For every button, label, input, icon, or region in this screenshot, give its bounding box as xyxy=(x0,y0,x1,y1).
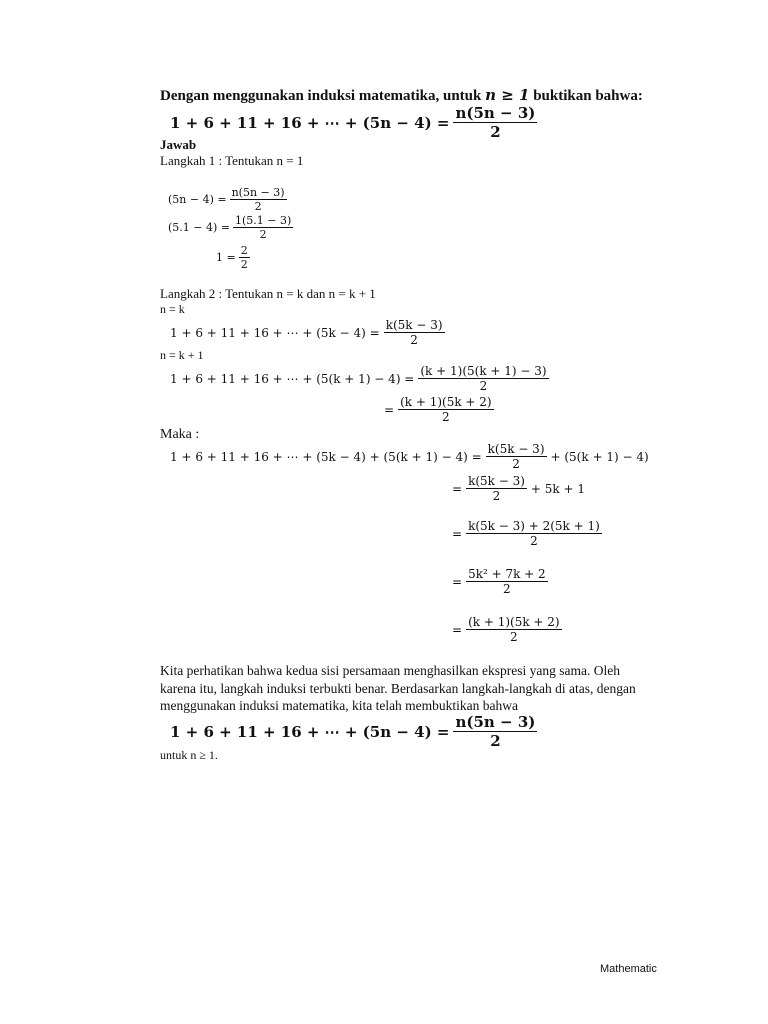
step1-line2-fraction xyxy=(233,214,293,241)
step2-target-simplified-numerator: (k + 1)(5k + 2) xyxy=(400,395,492,409)
maka-line3 xyxy=(452,519,602,548)
maka-line4 xyxy=(452,567,548,596)
maka-line2-tail: + 5k + 1 xyxy=(530,481,586,496)
maka-line5 xyxy=(452,615,562,644)
maka-label: Maka : xyxy=(160,427,200,442)
main-formula-fraction xyxy=(453,104,537,141)
maka-line1-fraction xyxy=(486,442,547,471)
conclusion-line: Kita perhatikan bahwa kedua sisi persamaan menghasilkan ekspresi yang sama. Oleh xyxy=(160,663,620,678)
equals-sign: = xyxy=(452,574,463,589)
step2-target-denominator: 2 xyxy=(418,378,548,393)
step2-hypothesis xyxy=(170,318,445,347)
step1-line3-lhs: 1 = xyxy=(216,251,236,264)
conclusion-condition: untuk n ≥ 1. xyxy=(160,748,218,762)
step2-target-lhs: 1 + 6 + 11 + 16 + ⋯ + (5(k + 1) − 4) = xyxy=(170,371,415,386)
step2-target-numerator: (k + 1)(5(k + 1) − 3) xyxy=(420,364,547,378)
maka-line1-tail: + (5(k + 1) − 4) xyxy=(550,449,649,464)
step1-line3 xyxy=(216,244,250,271)
step2-hypothesis-numerator: k(5k − 3) xyxy=(385,318,443,332)
maka-line5-fraction xyxy=(466,615,562,644)
step1-line2-denominator: 2 xyxy=(233,227,293,241)
maka-line1-lhs: 1 + 6 + 11 + 16 + ⋯ + (5k − 4) + (5(k + 1) − 4) = xyxy=(170,449,482,464)
step2-label: Langkah 2 : Tentukan n = k dan n = k + 1 xyxy=(160,286,376,301)
problem-prefix: Dengan menggunakan induksi matematika, untuk xyxy=(160,88,486,104)
step2-target-simplified-denominator: 2 xyxy=(398,409,494,424)
maka-line3-denominator: 2 xyxy=(466,533,602,548)
step2-case-k: n = k xyxy=(160,302,185,316)
problem-suffix: buktikan bahwa: xyxy=(529,88,643,104)
conclusion-line: menggunakan induksi matematika, kita telah membuktikan bahwa xyxy=(160,698,519,713)
main-formula-denominator: 2 xyxy=(453,122,537,141)
step2-target xyxy=(170,364,549,393)
maka-line2-denominator: 2 xyxy=(466,488,527,503)
equals-sign: = xyxy=(452,526,463,541)
maka-line2 xyxy=(452,474,585,503)
conclusion-paragraph xyxy=(160,662,636,715)
answer-heading: Jawab xyxy=(160,137,197,152)
maka-line3-fraction xyxy=(466,519,602,548)
step2-case-k1: n = k + 1 xyxy=(160,348,204,362)
main-formula-numerator: n(5n − 3) xyxy=(455,104,536,122)
step1-line1 xyxy=(168,186,287,213)
step2-target-simplified xyxy=(384,395,494,424)
problem-condition: n ≥ 1 xyxy=(485,86,530,104)
maka-line1 xyxy=(170,442,649,471)
equals-sign: = xyxy=(452,622,463,637)
maka-line5-denominator: 2 xyxy=(466,629,562,644)
step1-line3-denominator: 2 xyxy=(240,258,248,271)
step1-line1-numerator: n(5n − 3) xyxy=(231,186,285,199)
step1-line2-numerator: 1(5.1 − 3) xyxy=(235,214,292,227)
maka-line4-fraction xyxy=(466,567,548,596)
maka-line3-numerator: k(5k − 3) + 2(5k + 1) xyxy=(468,519,600,533)
step1-line1-lhs: (5n − 4) = xyxy=(168,193,227,206)
step1-label: Langkah 1 : Tentukan n = 1 xyxy=(160,153,304,168)
step1-line1-denominator: 2 xyxy=(230,199,287,213)
step2-hypothesis-denominator: 2 xyxy=(384,332,445,347)
maka-line4-denominator: 2 xyxy=(466,581,548,596)
main-formula xyxy=(170,104,537,141)
step1-line3-numerator: 2 xyxy=(240,244,248,257)
maka-line1-numerator: k(5k − 3) xyxy=(487,442,545,456)
conclusion-formula-denominator: 2 xyxy=(453,731,537,750)
step2-hypothesis-fraction xyxy=(384,318,445,347)
step2-hypothesis-lhs: 1 + 6 + 11 + 16 + ⋯ + (5k − 4) = xyxy=(170,325,380,340)
maka-line2-fraction xyxy=(466,474,527,503)
main-formula-lhs: 1 + 6 + 11 + 16 + ⋯ + (5n − 4) = xyxy=(170,113,450,132)
conclusion-line: karena itu, langkah induksi terbukti benar. Berdasarkan langkah-langkah di atas, dengan xyxy=(160,680,636,696)
problem-statement xyxy=(160,86,643,105)
conclusion-formula-lhs: 1 + 6 + 11 + 16 + ⋯ + (5n − 4) = xyxy=(170,722,450,741)
maka-line5-numerator: (k + 1)(5k + 2) xyxy=(468,615,560,629)
step1-line1-fraction xyxy=(230,186,287,213)
equals-sign: = xyxy=(452,481,463,496)
step2-target-fraction xyxy=(418,364,548,393)
maka-line4-numerator: 5k² + 7k + 2 xyxy=(468,567,546,581)
step1-line3-fraction xyxy=(239,244,250,271)
conclusion-formula-fraction xyxy=(453,713,537,750)
conclusion-formula xyxy=(170,713,537,750)
footer-label: Mathematic xyxy=(600,963,657,975)
step1-line2-lhs: (5.1 − 4) = xyxy=(168,221,230,234)
step1-line2 xyxy=(168,214,293,241)
step2-target-simplified-fraction xyxy=(398,395,494,424)
conclusion-formula-numerator: n(5n − 3) xyxy=(455,713,536,731)
maka-line2-numerator: k(5k − 3) xyxy=(468,474,525,488)
maka-line1-denominator: 2 xyxy=(486,456,547,471)
equals-sign: = xyxy=(384,402,395,417)
